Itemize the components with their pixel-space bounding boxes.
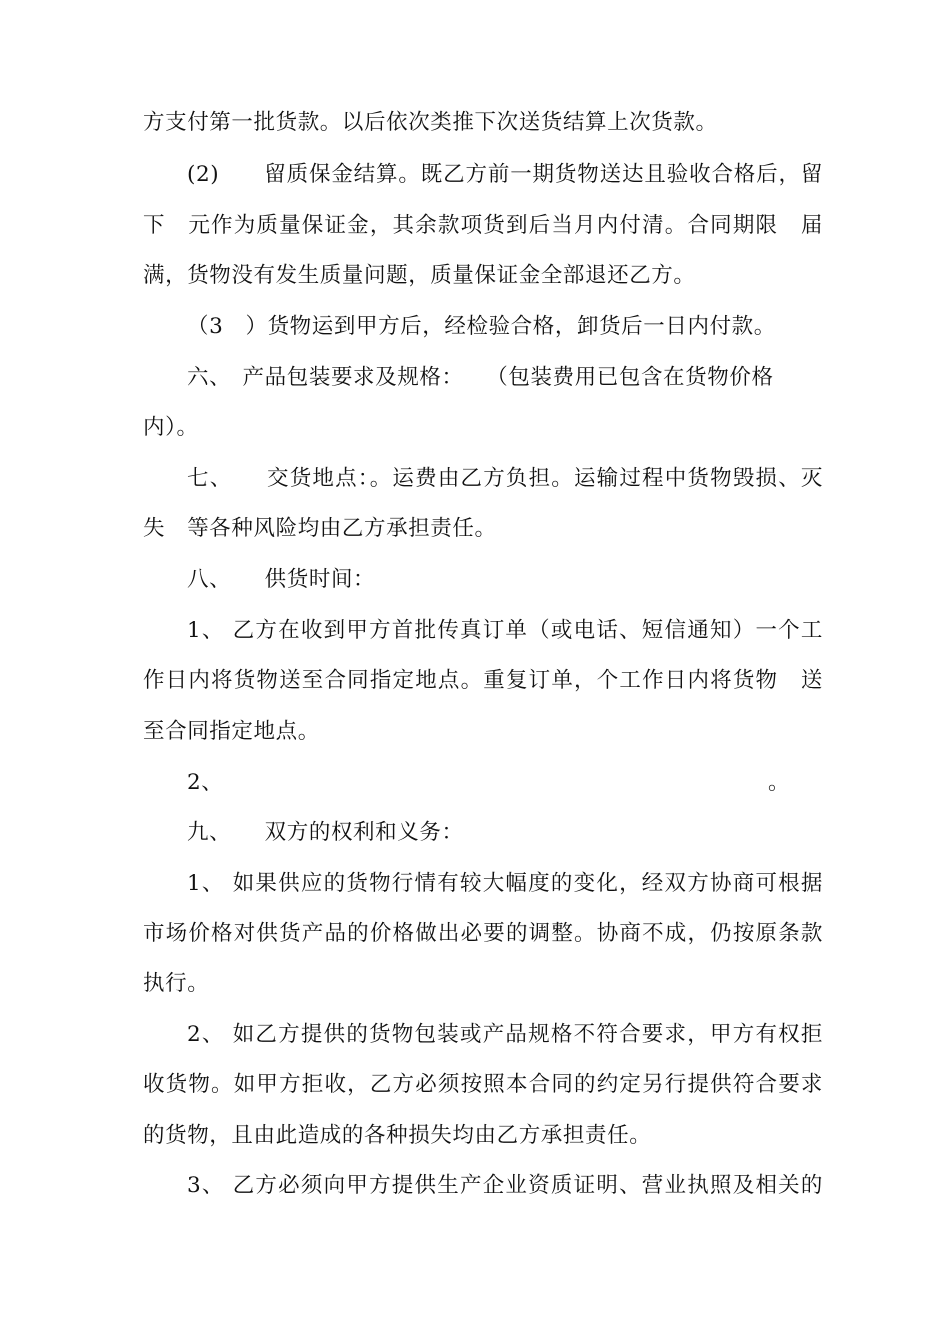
text-line: 九、 双方的权利和义务：: [187, 820, 464, 845]
text-line: 1、 乙方在收到甲方首批传真订单（或电话、短信通知）一个工: [187, 618, 823, 643]
text-line: 七、 交货地点：。运费由乙方负担。运输过程中货物毁损、灭: [187, 466, 823, 491]
text-line: 作日内将货物送至合同指定地点。重复订单，个工作日内将货物 送: [143, 668, 823, 693]
text-line: 六、 产品包装要求及规格： （包装费用已包含在货物价格: [187, 365, 774, 390]
text-line: 市场价格对供货产品的价格做出必要的调整。协商不成，仍按原条款: [143, 921, 823, 946]
text-line: 1、 如果供应的货物行情有较大幅度的变化，经双方协商可根据: [187, 871, 823, 896]
text-line: （3 ）货物运到甲方后，经检验合格，卸货后一日内付款。: [187, 314, 776, 339]
text-line: 收货物。如甲方拒收，乙方必须按照本合同的约定另行提供符合要求: [143, 1072, 823, 1097]
text-line: 失 等各种风险均由乙方承担责任。: [143, 516, 497, 541]
text-line: 至合同指定地点。: [143, 719, 320, 744]
text-line: 八、 供货时间：: [187, 567, 376, 592]
text-line: 方支付第一批货款。以后依次类推下次送货结算上次货款。: [143, 110, 718, 135]
text-line: 下 元作为质量保证金，其余款项货到后当月内付清。合同期限 届: [143, 213, 823, 238]
text-line: 执行。: [143, 971, 210, 996]
text-line: 2、 如乙方提供的货物包装或产品规格不符合要求，甲方有权拒: [187, 1022, 823, 1047]
text-line: 满，货物没有发生质量问题，质量保证金全部退还乙方。: [143, 263, 696, 288]
text-line: 内）。: [143, 415, 199, 440]
text-line: 3、 乙方必须向甲方提供生产企业资质证明、营业执照及相关的: [187, 1173, 823, 1198]
text-line: 的货物，且由此造成的各种损失均由乙方承担责任。: [143, 1123, 652, 1148]
text-line: 2、: [187, 770, 224, 795]
text-line: 。: [768, 770, 791, 795]
text-line: (2) 留质保金结算。既乙方前一期货物送达且验收合格后，留: [187, 162, 823, 187]
